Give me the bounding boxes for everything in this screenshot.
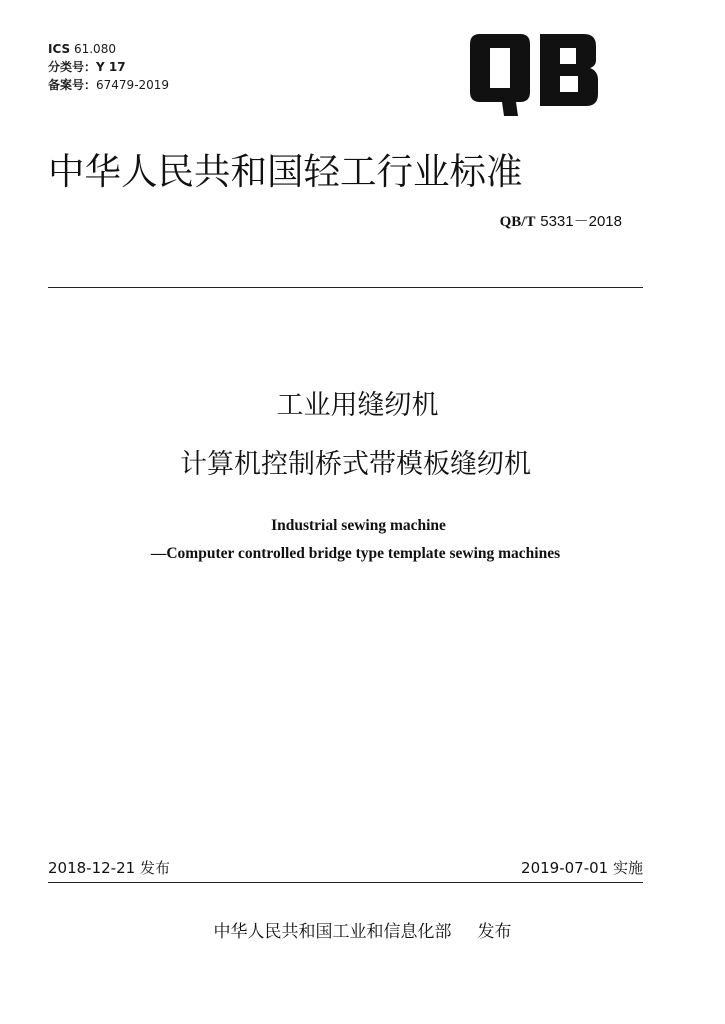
- issue-date: 2018-12-21 发布: [48, 859, 170, 877]
- class-line: [48, 58, 169, 76]
- standard-title: 中华人民共和国轻工行业标准: [48, 150, 523, 193]
- top-divider: [48, 287, 643, 288]
- class-value: Y 17: [96, 60, 126, 74]
- document-title-cn-line2: 计算机控制桥式带模板缝纫机: [180, 449, 531, 480]
- qb-logo-q: [470, 34, 530, 116]
- bottom-divider: [48, 882, 643, 883]
- publisher-name: 中华人民共和国工业和信息化部: [213, 922, 452, 942]
- standard-number-value: 5331－2018: [540, 213, 622, 230]
- class-label: 分类号：: [48, 60, 97, 74]
- record-line: [48, 76, 169, 94]
- ics-line: [48, 40, 169, 58]
- ics-value: 61.080: [73, 42, 116, 56]
- classification-block: [48, 40, 169, 94]
- qb-logo-b: [540, 34, 598, 106]
- standard-number: [500, 210, 622, 231]
- publisher-line: [0, 917, 725, 942]
- document-title-cn-line1: 工业用缝纫机: [276, 390, 439, 421]
- document-title-en-line2: —Computer controlled bridge type template sewing machines: [150, 545, 561, 562]
- qb-logo: [466, 32, 602, 118]
- standard-code: QB/T: [499, 214, 536, 230]
- document-title-en-line1: Industrial sewing machine: [271, 517, 446, 534]
- ics-label: ICS: [48, 42, 71, 56]
- publish-word: 发布: [477, 922, 512, 942]
- record-label: 备案号：: [48, 78, 97, 92]
- implementation-date: 2019-07-01 实施: [521, 859, 643, 877]
- record-value: 67479-2019: [96, 78, 170, 92]
